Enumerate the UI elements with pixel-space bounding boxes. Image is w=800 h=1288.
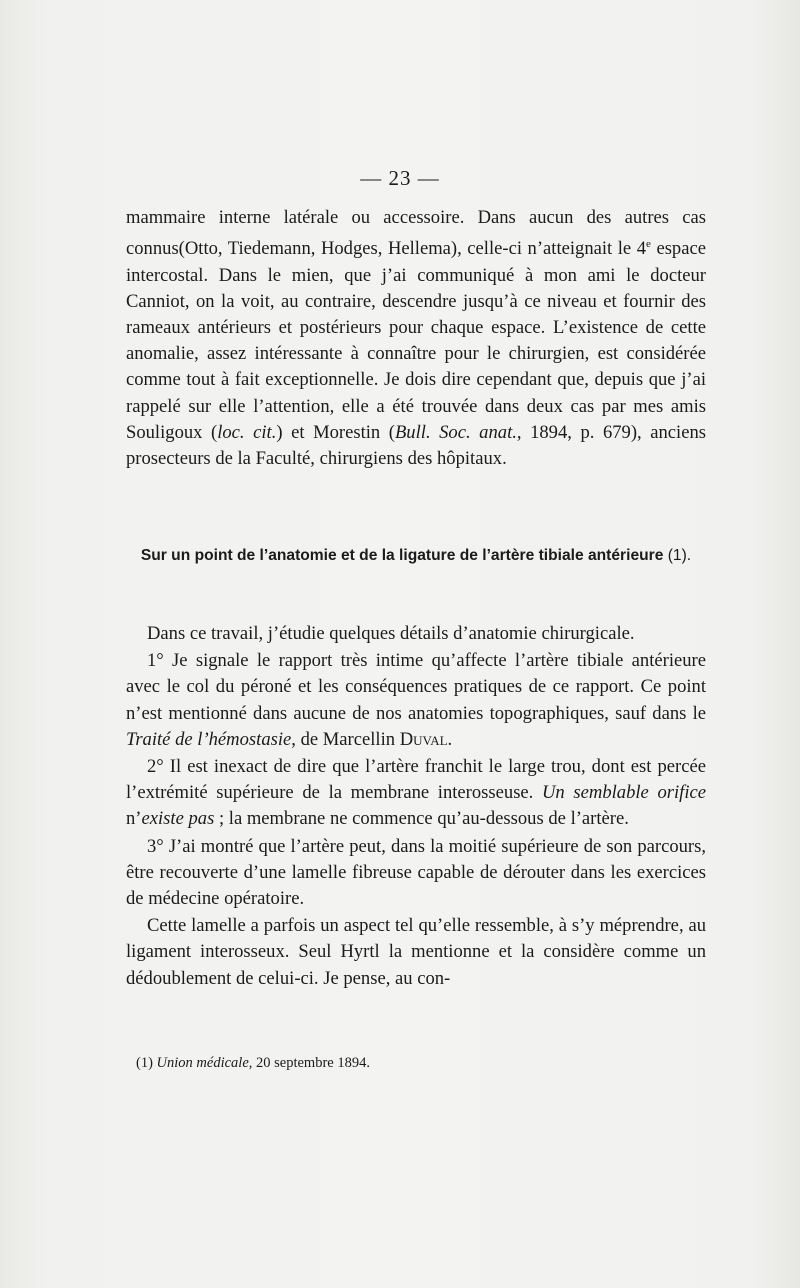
footnote (136, 1054, 696, 1072)
point-three-paragraph: 3° J’ai montré que l’artère peut, dans la moitié supérieure de son parcours, être recouverte d’une lamelle fibreuse capable de dérouter dans les exercices de médecine opératoire. (126, 835, 706, 910)
page-number: — 23 — (360, 166, 440, 190)
citation-italic: loc. cit. (217, 421, 277, 443)
point-two-paragraph: 2° Il est inexact de dire que l’artère franchit le large trou, dont est percée l’extrémité supérieure de la membrane interosseuse. Un semblable orifice n’existe pas ; la membrane ne commence qu’au-dessous de l’artère. (126, 756, 706, 830)
footnote-journal: Union médicale (156, 1055, 249, 1071)
lamella-paragraph: Cette lamelle a parfois un aspect tel qu’elle ressemble, à s’y méprendre, au ligament interosseux. Seul Hyrtl la mentionne et la considère comme un dédoublement de celui-ci. Je pense, au con- (126, 915, 706, 989)
footnote-marker: (1) (136, 1055, 153, 1071)
section-heading (120, 546, 712, 566)
section-body (126, 621, 706, 993)
book-title-italic: Traité de l’hémostasie (126, 728, 292, 750)
author-name: Duval. (399, 728, 453, 750)
journal-italic: Bull. Soc. anat. (394, 421, 517, 443)
paragraph-text: mammaire interne latérale ou accessoire. Dans aucun des autres cas connus(Otto, Tiedemann, Hodges, Hellema), celle-ci n’atteignait le 4e espace intercostal. Dans le mien, que j’ai communiqué à mon ami le docteur Canniot, on la voit, au contraire, descendre jusqu’à ce niveau et fournir des rameaux antérieurs et postérieurs pour chaque espace. L’existence de cette anomalie, assez intéressante à connaître pour le chirurgien, est considérée comme tout à fait exceptionnelle. Je dois dire cependant que, depuis que j’ai rappelé sur elle l’attention, elle a été trouvée dans deux cas par mes amis Souligoux (loc. cit.) et Morestin (Bull. Soc. anat., 1894, p. 679), anciens prosecteurs de la Faculté, chirurgiens des hôpitaux. (126, 207, 707, 470)
footnote-date: , 20 septembre 1894. (248, 1055, 370, 1071)
intro-paragraph: Dans ce travail, j’étudie quelques détails d’anatomie chirurgicale. (147, 623, 635, 644)
footnote-reference: (1). (667, 547, 692, 564)
heading-text: Sur un point de l’anatomie et de la ligature de l’artère tibiale antérieure (140, 547, 664, 564)
ordinal-superscript: e (646, 238, 651, 251)
continued-paragraph (126, 205, 706, 472)
point-one-paragraph: 1° Je signale le rapport très intime qu’affecte l’artère tibiale antérieure avec le col du péroné et les conséquences pratiques de ce rapport. Ce point n’est mentionné dans aucune de nos anatomies topographiques, sauf dans le Traité de l’hémostasie, de Marcellin Duval. (126, 650, 706, 750)
